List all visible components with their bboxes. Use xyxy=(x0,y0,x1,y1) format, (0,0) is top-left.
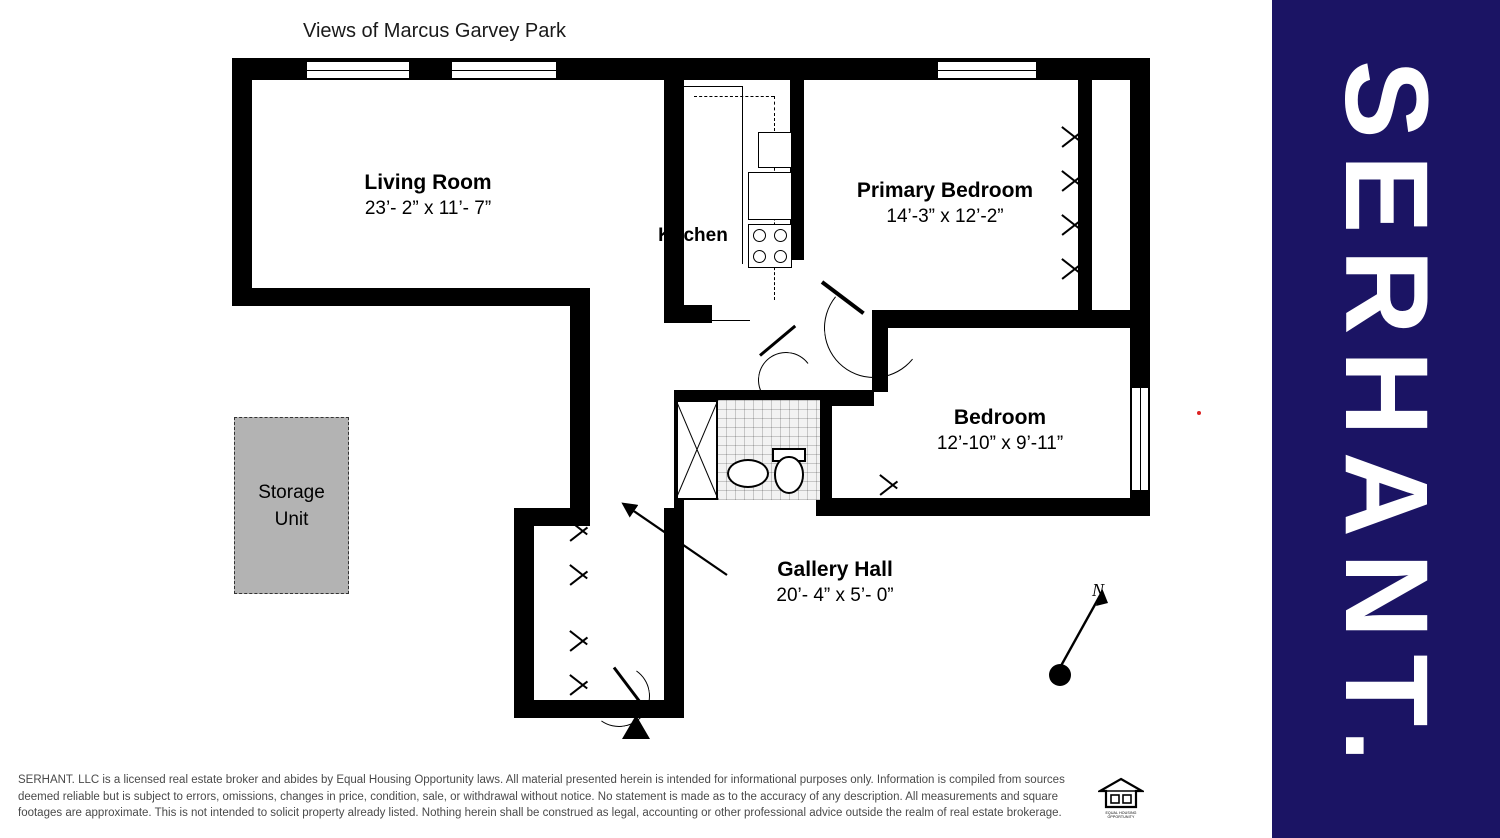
room-label-bedroom xyxy=(850,405,1150,457)
bedroom-dimensions: 12’-10” x 9’-11” xyxy=(936,433,1064,454)
storage-unit xyxy=(234,417,349,594)
gallery-hall-dimensions: 20’- 4” x 5’- 0” xyxy=(776,585,894,606)
closet-door-primary-1 xyxy=(1062,118,1084,154)
wall-exterior-right-upper xyxy=(1130,58,1150,318)
legal-disclaimer: SERHANT. LLC is a licensed real estate broker and abides by Equal Housing Opportunity laws. All material presented herein is intended for informational purposes only. Information is compiled from sources deemed reliable but is subject to errors, omissions, changes in price, condition, sale, or withdrawal without notice. No statement is made as to the accuracy of any description. All measurements and square footages are approximate. This is not intended to solicit property already listed. Nothing herein shall be construed as legal, accounting or other professional advice outside the realm of real estate brokerage. xyxy=(18,774,1065,819)
equal-housing-opportunity-icon xyxy=(1098,777,1144,823)
kitchen-opening-threshold xyxy=(700,320,750,321)
wall-living-room-bottom xyxy=(232,288,590,306)
room-label-kitchen xyxy=(608,223,778,249)
compass-north-label: N xyxy=(1092,580,1105,600)
storage-unit-label xyxy=(258,479,325,533)
wall-kitchen-left xyxy=(664,58,684,323)
wall-hall-left-upper xyxy=(570,288,590,512)
closet-door-bedroom-1 xyxy=(880,466,902,502)
closet-door-hall-1 xyxy=(570,512,592,548)
gallery-hall-leader-arrow xyxy=(615,495,745,585)
range-burner xyxy=(753,250,766,263)
window-living-room-left xyxy=(305,60,411,80)
closet-door-hall-3 xyxy=(570,622,592,658)
compass-north-arrow xyxy=(1030,570,1130,700)
room-label-living-room xyxy=(258,170,598,222)
room-label-primary-bedroom xyxy=(790,178,1100,230)
living-room-name: Living Room xyxy=(364,171,492,194)
primary-bedroom-dimensions: 14’-3” x 12’-2” xyxy=(886,206,1004,227)
eho-line2: OPPORTUNITY xyxy=(1107,815,1135,820)
toilet-bowl xyxy=(774,456,804,494)
shower-stall xyxy=(676,400,718,500)
kitchen-name: Kitchen xyxy=(658,225,728,246)
eho-caption xyxy=(1098,811,1144,820)
closet-door-hall-2 xyxy=(570,556,592,592)
wall-kitchen-right xyxy=(790,78,804,260)
kitchen-upper-cabinet-right xyxy=(774,96,775,116)
window-living-room-right xyxy=(450,60,558,80)
wall-exterior-left xyxy=(232,58,252,306)
closet-door-hall-4 xyxy=(570,666,592,702)
wall-bedroom-bottom xyxy=(816,498,1150,516)
eho-line1: EQUAL HOUSING xyxy=(1105,811,1137,815)
red-dot-artifact xyxy=(1197,411,1201,415)
brand-panel xyxy=(1272,0,1500,838)
wall-hall-left-lower xyxy=(514,508,534,716)
closet-door-primary-4 xyxy=(1062,250,1084,286)
kitchen-counter-top-edge xyxy=(684,86,742,87)
primary-bedroom-name: Primary Bedroom xyxy=(856,179,1034,202)
bathroom-sink xyxy=(727,459,769,488)
kitchen-upper-cabinet-top xyxy=(694,96,774,97)
brand-wordmark: SERHANT. xyxy=(1320,59,1452,779)
kitchen-fridge xyxy=(758,132,792,168)
entry-marker-icon xyxy=(622,715,650,739)
living-room-dimensions: 23’- 2” x 11’- 7” xyxy=(364,198,492,219)
bedroom-name: Bedroom xyxy=(953,406,1047,429)
gallery-hall-name: Gallery Hall xyxy=(777,558,893,581)
storage-unit-line2: Unit xyxy=(274,508,309,530)
kitchen-sink-unit xyxy=(748,172,792,220)
window-primary-bedroom xyxy=(936,60,1038,80)
range-burner xyxy=(774,250,787,263)
storage-unit-line1: Storage xyxy=(258,481,325,503)
view-note: Views of Marcus Garvey Park xyxy=(303,20,567,42)
